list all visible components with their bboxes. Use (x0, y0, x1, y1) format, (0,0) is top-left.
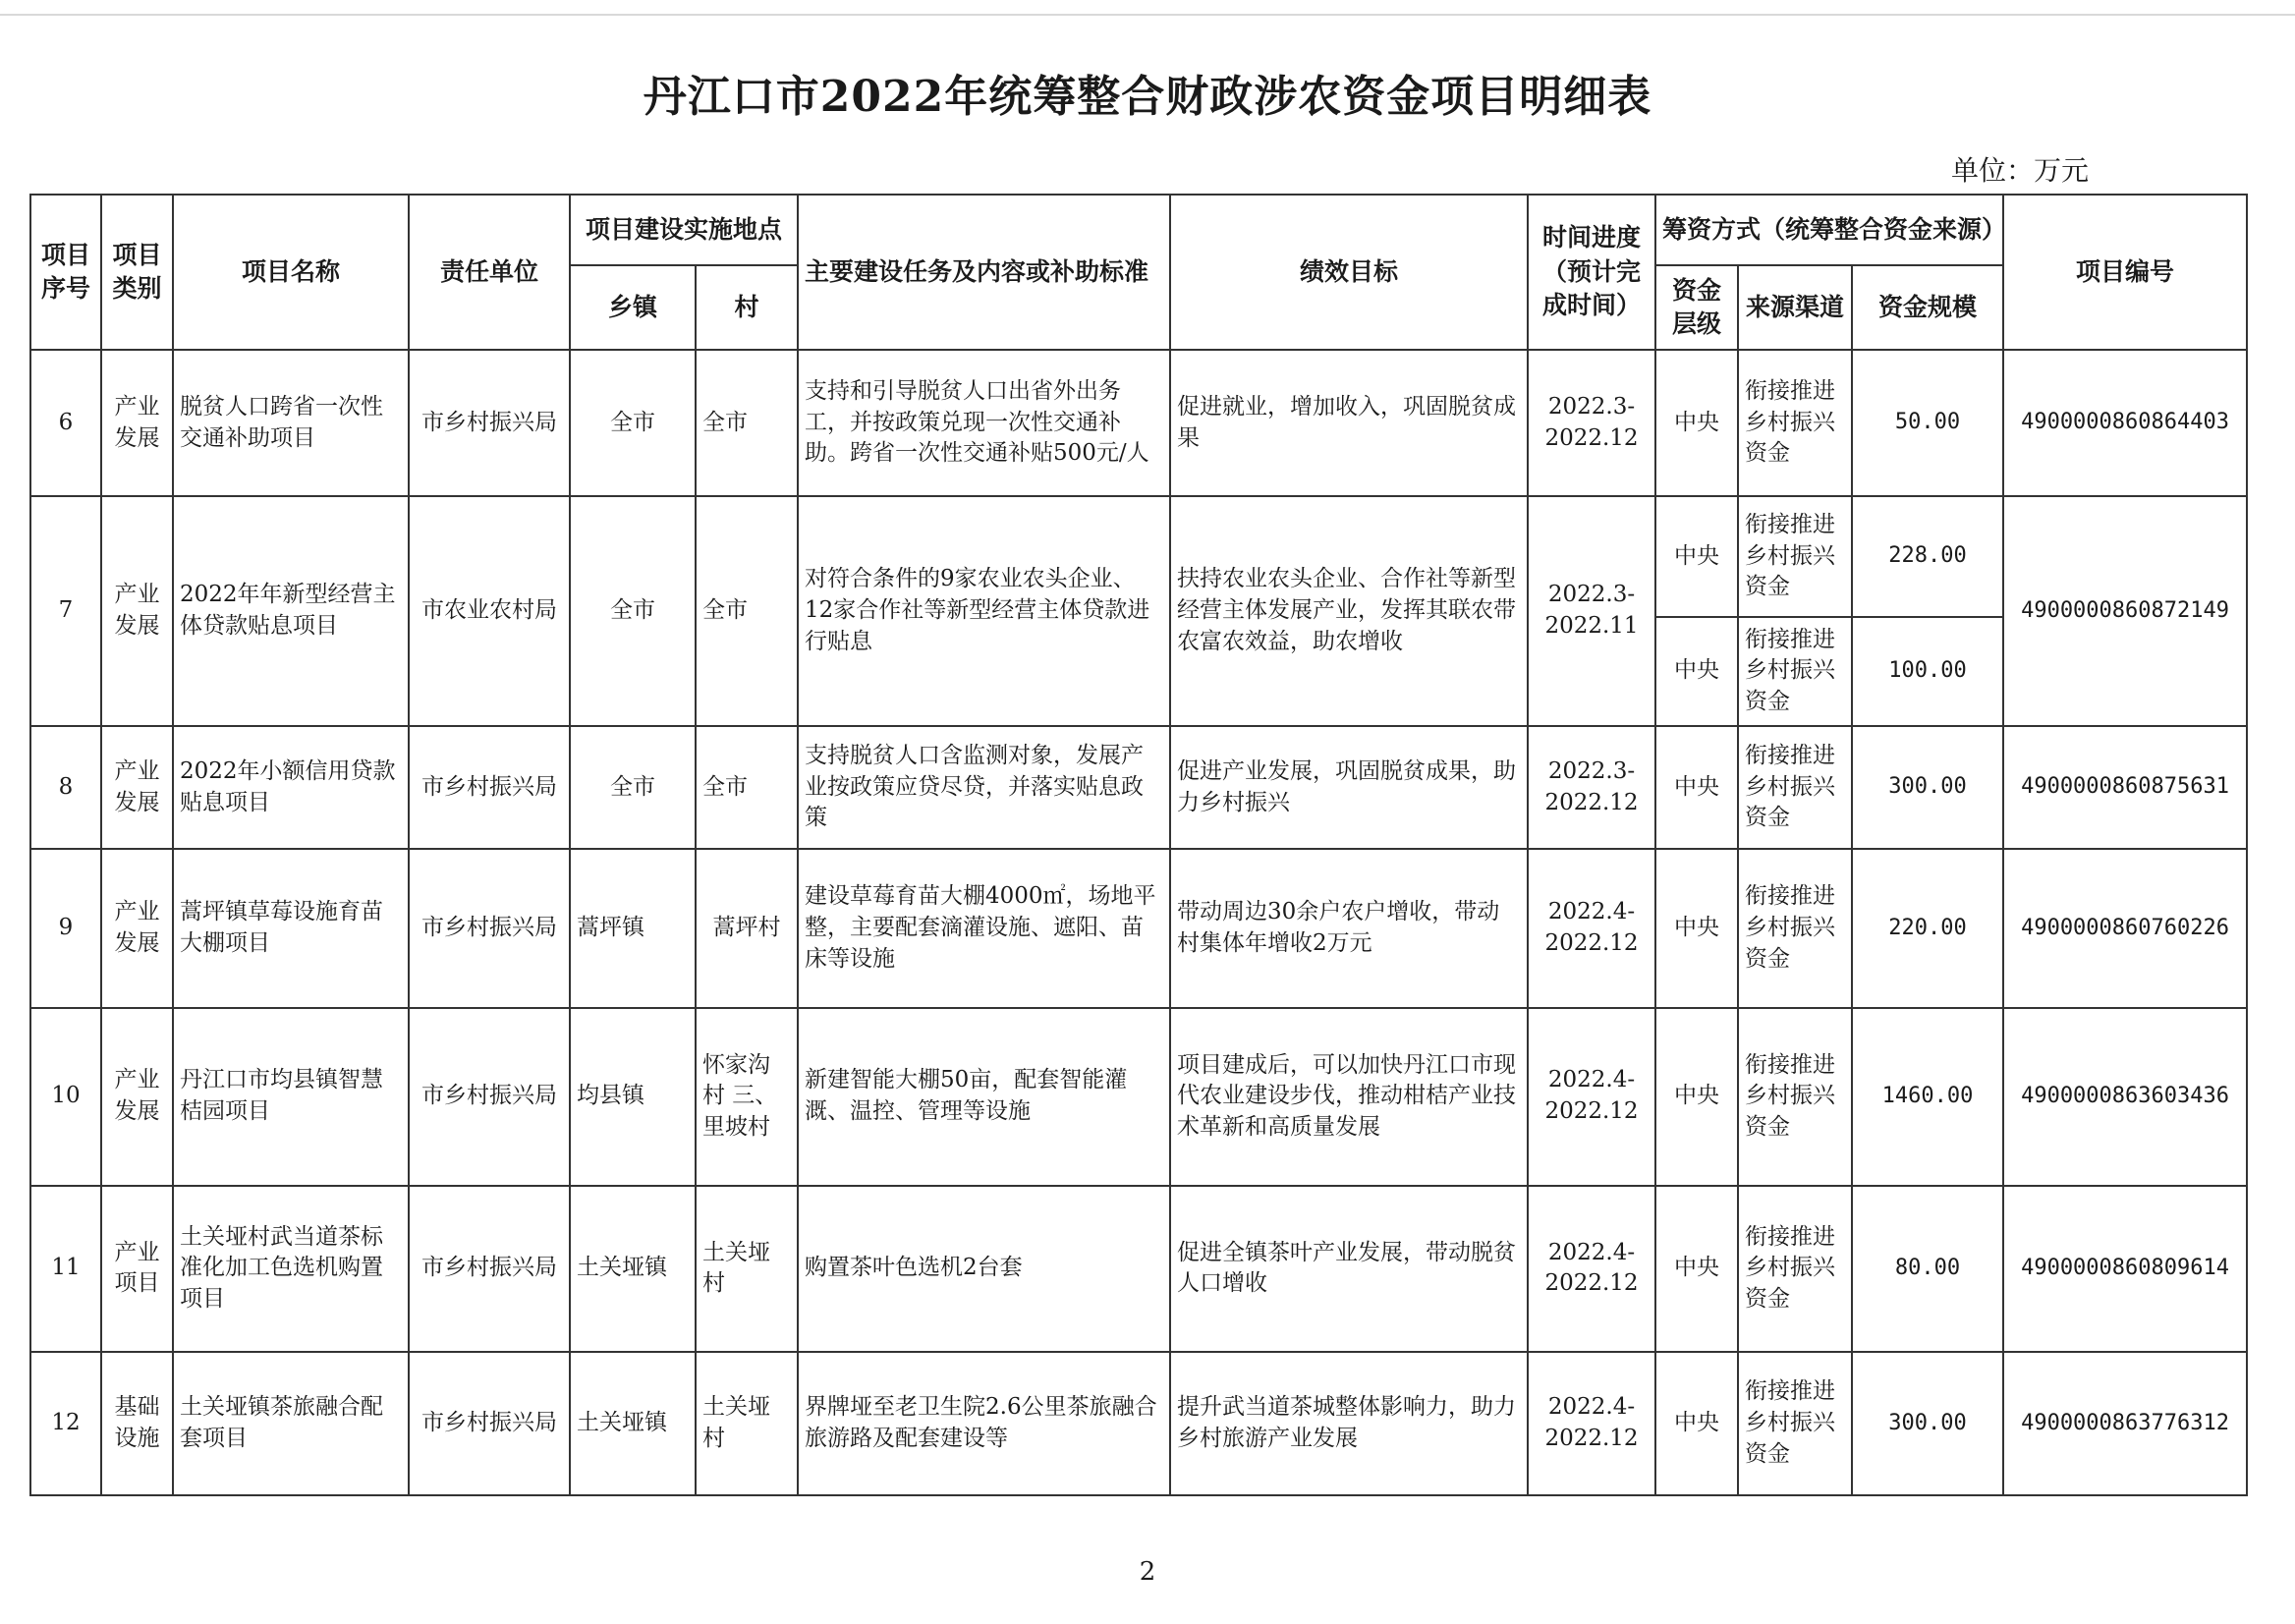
cell-level: 中央 (1655, 1352, 1738, 1495)
cell-category: 产业发展 (101, 496, 173, 726)
cell-town: 土关垭镇 (570, 1352, 696, 1495)
cell-scale: 100.00 (1852, 617, 2003, 726)
cell-seq: 11 (30, 1186, 101, 1352)
cell-goal: 提升武当道茶城整体影响力，助力乡村旅游产业发展 (1170, 1352, 1528, 1495)
cell-category: 产业发展 (101, 726, 173, 850)
header-unit: 责任单位 (409, 195, 570, 350)
cell-unit: 市乡村振兴局 (409, 1352, 570, 1495)
top-scan-line (0, 14, 2295, 16)
cell-scale: 1460.00 (1852, 1008, 2003, 1186)
cell-content: 支持脱贫人口含监测对象，发展产业按政策应贷尽贷，并落实贴息政策 (798, 726, 1170, 850)
cell-source: 衔接推进乡村振兴资金 (1738, 496, 1852, 617)
table-row (30, 849, 2247, 1007)
cell-goal: 项目建成后，可以加快丹江口市现代农业建设步伐，推动柑桔产业技术革新和高质量发展 (1170, 1008, 1528, 1186)
cell-level: 中央 (1655, 726, 1738, 850)
cell-name: 脱贫人口跨省一次性交通补助项目 (173, 350, 409, 496)
cell-content: 对符合条件的9家农业农头企业、12家合作社等新型经营主体贷款进行贴息 (798, 496, 1170, 726)
cell-village: 全市 (696, 496, 798, 726)
cell-source: 衔接推进乡村振兴资金 (1738, 617, 1852, 726)
cell-unit: 市乡村振兴局 (409, 1186, 570, 1352)
cell-village: 土关垭村 (696, 1186, 798, 1352)
cell-scale: 300.00 (1852, 726, 2003, 850)
cell-source: 衔接推进乡村振兴资金 (1738, 1008, 1852, 1186)
cell-code: 4900000860809614 (2003, 1186, 2247, 1352)
cell-scale: 220.00 (1852, 849, 2003, 1007)
cell-seq: 12 (30, 1352, 101, 1495)
cell-scale: 80.00 (1852, 1186, 2003, 1352)
cell-town: 均县镇 (570, 1008, 696, 1186)
cell-seq: 9 (30, 849, 101, 1007)
cell-content: 购置茶叶色选机2台套 (798, 1186, 1170, 1352)
header-location: 项目建设实施地点 (570, 195, 798, 265)
cell-goal: 扶持农业农头企业、合作社等新型经营主体发展产业，发挥其联农带农富农效益，助农增收 (1170, 496, 1528, 726)
cell-level: 中央 (1655, 1008, 1738, 1186)
project-table (29, 194, 2248, 1496)
cell-village: 全市 (696, 726, 798, 850)
cell-goal: 促进就业，增加收入，巩固脱贫成果 (1170, 350, 1528, 496)
cell-town: 全市 (570, 350, 696, 496)
header-time: 时间进度（预计完成时间） (1528, 195, 1655, 350)
cell-content: 建设草莓育苗大棚4000㎡，场地平整，主要配套滴灌设施、遮阳、苗床等设施 (798, 849, 1170, 1007)
header-content: 主要建设任务及内容或补助标准 (798, 195, 1170, 350)
cell-village: 土关垭村 (696, 1352, 798, 1495)
cell-source: 衔接推进乡村振兴资金 (1738, 726, 1852, 850)
cell-town: 蒿坪镇 (570, 849, 696, 1007)
cell-unit: 市乡村振兴局 (409, 726, 570, 850)
header-code: 项目编号 (2003, 195, 2247, 350)
table-row (30, 496, 2247, 617)
cell-content: 界牌垭至老卫生院2.6公里茶旅融合旅游路及配套建设等 (798, 1352, 1170, 1495)
cell-category: 产业发展 (101, 849, 173, 1007)
cell-seq: 8 (30, 726, 101, 850)
cell-code: 4900000860872149 (2003, 496, 2247, 726)
cell-scale: 50.00 (1852, 350, 2003, 496)
cell-time: 2022.4-2022.12 (1528, 1352, 1655, 1495)
cell-seq: 6 (30, 350, 101, 496)
cell-level: 中央 (1655, 350, 1738, 496)
table-row (30, 1008, 2247, 1186)
cell-unit: 市乡村振兴局 (409, 350, 570, 496)
cell-code: 4900000863603436 (2003, 1008, 2247, 1186)
cell-goal: 促进全镇茶叶产业发展，带动脱贫人口增收 (1170, 1186, 1528, 1352)
cell-village: 怀家沟村 三、里坡村 (696, 1008, 798, 1186)
header-source: 来源渠道 (1738, 265, 1852, 350)
cell-source: 衔接推进乡村振兴资金 (1738, 1186, 1852, 1352)
cell-time: 2022.4-2022.12 (1528, 1186, 1655, 1352)
cell-unit: 市农业农村局 (409, 496, 570, 726)
cell-seq: 10 (30, 1008, 101, 1186)
cell-name: 土关垭村武当道茶标准化加工色选机购置项目 (173, 1186, 409, 1352)
cell-source: 衔接推进乡村振兴资金 (1738, 350, 1852, 496)
header-village: 村 (696, 265, 798, 350)
cell-name: 2022年年新型经营主体贷款贴息项目 (173, 496, 409, 726)
cell-source: 衔接推进乡村振兴资金 (1738, 849, 1852, 1007)
cell-level: 中央 (1655, 1186, 1738, 1352)
cell-town: 全市 (570, 726, 696, 850)
cell-scale: 228.00 (1852, 496, 2003, 617)
cell-goal: 带动周边30余户农户增收，带动村集体年增收2万元 (1170, 849, 1528, 1007)
unit-label: 单位：万元 (1950, 154, 2089, 187)
table-row (30, 1352, 2247, 1495)
cell-name: 蒿坪镇草莓设施育苗大棚项目 (173, 849, 409, 1007)
header-scale: 资金规模 (1852, 265, 2003, 350)
header-town: 乡镇 (570, 265, 696, 350)
table-row (30, 1186, 2247, 1352)
cell-code: 4900000860864403 (2003, 350, 2247, 496)
cell-time: 2022.4-2022.12 (1528, 849, 1655, 1007)
cell-scale: 300.00 (1852, 1352, 2003, 1495)
cell-level: 中央 (1655, 617, 1738, 726)
cell-village: 全市 (696, 350, 798, 496)
page-title: 丹江口市2022年统筹整合财政涉农资金项目明细表 (643, 72, 1652, 122)
table-row (30, 726, 2247, 850)
header-level: 资金层级 (1655, 265, 1738, 350)
cell-code: 4900000860875631 (2003, 726, 2247, 850)
cell-goal: 促进产业发展，巩固脱贫成果，助力乡村振兴 (1170, 726, 1528, 850)
table-row (30, 350, 2247, 496)
cell-time: 2022.3-2022.12 (1528, 350, 1655, 496)
cell-source: 衔接推进乡村振兴资金 (1738, 1352, 1852, 1495)
cell-level: 中央 (1655, 496, 1738, 617)
header-seq: 项目序号 (30, 195, 101, 350)
cell-time: 2022.4-2022.12 (1528, 1008, 1655, 1186)
cell-category: 产业发展 (101, 1008, 173, 1186)
cell-category: 产业项目 (101, 1186, 173, 1352)
header-funding: 筹资方式（统筹整合资金来源） (1655, 195, 2003, 265)
cell-content: 支持和引导脱贫人口出省外出务工，并按政策兑现一次性交通补助。跨省一次性交通补贴500元/人 (798, 350, 1170, 496)
header-name: 项目名称 (173, 195, 409, 350)
cell-seq: 7 (30, 496, 101, 726)
cell-name: 丹江口市均县镇智慧桔园项目 (173, 1008, 409, 1186)
cell-town: 土关垭镇 (570, 1186, 696, 1352)
cell-name: 土关垭镇茶旅融合配套项目 (173, 1352, 409, 1495)
cell-code: 4900000860760226 (2003, 849, 2247, 1007)
cell-name: 2022年小额信用贷款贴息项目 (173, 726, 409, 850)
cell-town: 全市 (570, 496, 696, 726)
page-number: 2 (1139, 1557, 1156, 1587)
cell-category: 产业发展 (101, 350, 173, 496)
cell-time: 2022.3-2022.11 (1528, 496, 1655, 726)
header-goal: 绩效目标 (1170, 195, 1528, 350)
cell-level: 中央 (1655, 849, 1738, 1007)
cell-unit: 市乡村振兴局 (409, 1008, 570, 1186)
cell-category: 基础设施 (101, 1352, 173, 1495)
header-category: 项目类别 (101, 195, 173, 350)
cell-village: 蒿坪村 (696, 849, 798, 1007)
cell-content: 新建智能大棚50亩，配套智能灌溉、温控、管理等设施 (798, 1008, 1170, 1186)
cell-time: 2022.3-2022.12 (1528, 726, 1655, 850)
cell-code: 4900000863776312 (2003, 1352, 2247, 1495)
cell-unit: 市乡村振兴局 (409, 849, 570, 1007)
